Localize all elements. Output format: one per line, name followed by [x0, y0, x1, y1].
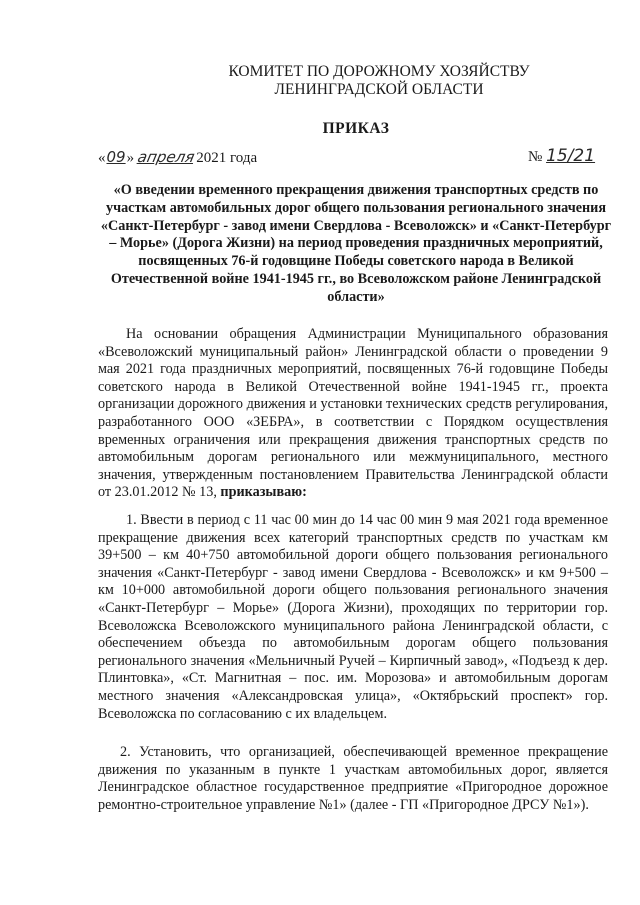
- order-item-2: 2. Установить, что организацией, обеспечивающей временное прекращение движения по указанным в пункте 1 участкам автомобильных дорог, является Ленинградское областное государственное предприятие «Пригородное дорожное ремонтно-строительное управление №1» (далее - ГП «Пригородное ДРСУ №1»).: [98, 744, 608, 813]
- preamble-order-word: приказываю:: [220, 484, 307, 501]
- date-year: 2021 года: [196, 150, 258, 166]
- handwritten-number: 15/21: [546, 146, 596, 166]
- number-prefix: №: [528, 149, 543, 165]
- order-number: [528, 146, 595, 166]
- handwritten-day: 09: [106, 148, 126, 166]
- handwritten-month: апреля: [135, 148, 197, 166]
- preamble-paragraph: [98, 326, 608, 502]
- preamble-text: На основании обращения Администрации Муниципального образования «Всеволожский муниципальный район» Ленинградской области о проведении 9 мая 2021 года праздничных мероприятий, посвященных 76-й годовщине Победы советского народа в Великой Отечественной войне 1941-1945 гг., проекта организации дорожного движения и установки технических средств регулирования, разработанного ООО «ЗЕБРА», в соответствии с Порядком осуществления временных ограничения или прекращения движения транспортных средств по автомобильным дорогам регионального или межмуниципального, местного значения, утвержденным постановлением Правительства Ленинградской области от 23.01.2012 № 13,: [98, 326, 608, 501]
- date-close-quote: »: [126, 150, 135, 166]
- order-subject: «О введении временного прекращения движения транспортных средств по участкам автомобильных дорог общего пользования регионального значения «Санкт-Петербург - завод имени Свердлова - Всеволожск» и «Санкт-Петербург – Морье» (Дорога Жизни) на период проведения праздничных мероприятий, посвященных 76-й годовщине Победы советского народа в Великой Отечественной войне 1941-1945 гг., во Всеволожском районе Ленинградской области»: [100, 182, 612, 305]
- document-type-title: ПРИКАЗ: [322, 120, 390, 137]
- organization-name-line1: КОМИТЕТ ПО ДОРОЖНОМУ ХОЗЯЙСТВУ: [228, 63, 530, 80]
- order-date: [98, 148, 257, 167]
- date-open-quote: «: [98, 150, 106, 166]
- order-item-1: 1. Ввести в период с 11 час 00 мин до 14 час 00 мин 9 мая 2021 года временное прекращение движения всех категорий транспортных средств по участкам км 39+500 – км 40+750 автомобильной дороги общего пользования регионального значения «Санкт-Петербург - завод имени Свердлова - Всеволожск» и км 9+500 – км 10+000 автомобильной дороги общего пользования регионального значения «Санкт-Петербург – Морье» (Дорога Жизни), проходящих по территории гор. Всеволожска Всеволожского муниципального района Ленинградской области, с обеспечением объезда по автомобильным дорогам общего пользования регионального значения «Мельничный Ручей – Кирпичный завод», «Подъезд к дер. Плинтовка», «Ст. Магнитная – пос. им. Морозова» и автомобильным дорогам местного значения «Александровская улица», «Октябрьский проспект» гор. Всеволожска по согласованию с их владельцем.: [98, 512, 608, 722]
- organization-name-line2: ЛЕНИНГРАДСКОЙ ОБЛАСТИ: [274, 81, 484, 98]
